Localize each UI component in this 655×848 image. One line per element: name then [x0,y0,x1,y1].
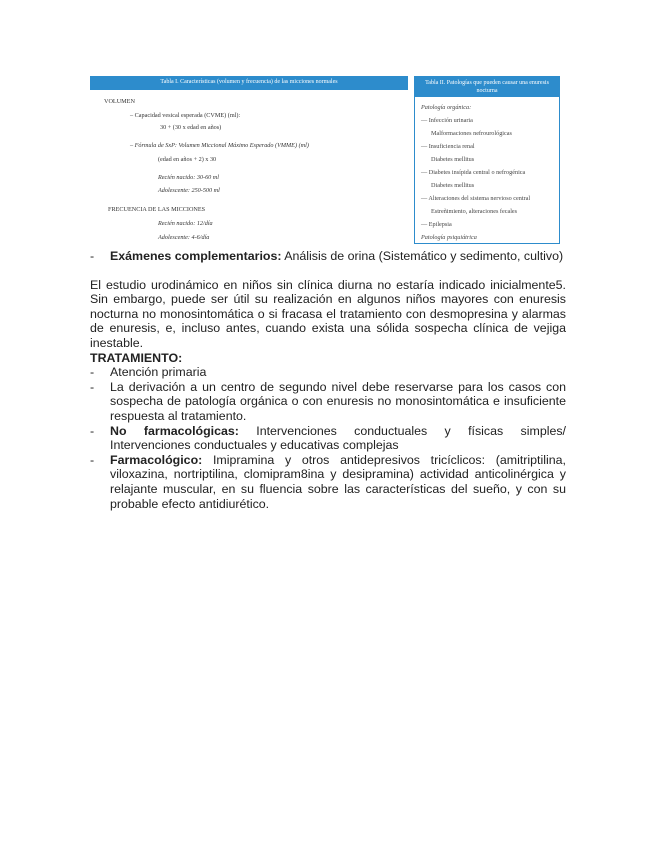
table-1 [90,76,408,244]
table-2-header: Tabla II. Patologías que pueden causar una enuresis nocturna [415,77,559,97]
table-2-line: Patología psiquiátrica [421,234,477,241]
list-dash: - [90,452,95,467]
list-dash: - [90,249,95,263]
treatment-item [90,453,566,511]
table-1-line: 30 + (30 x edad en años) [160,124,222,131]
treatment-item-text: Imipramina y otros antidepresivos tricíclicos: (amitriptilina, viloxazina, nortriptilina, clomipram8ina y desipramina) actividad anticolinérgica y relajante muscular, en su fluencia sobre las características del sueño, y con su probable efecto antidiurético. [110,452,566,511]
table-1-line: FRECUENCIA DE LAS MICCIONES [108,206,206,213]
treatment-item-text: La derivación a un centro de segundo nivel debe reservarse para los casos con sospecha de patología orgánica o con enuresis no monosintomática e insuficiente respuesta al tratamiento. [110,379,566,423]
exams-item [90,249,566,264]
table-2-line: Diabetes mellitus [431,182,475,189]
table-2-line: Patología orgánica: [421,104,472,111]
table-1-line: VOLUMEN [104,98,135,105]
table-1-header: Tabla I. Características (volumen y frecuencia) de las micciones normales [90,76,408,90]
treatment-item [90,365,566,380]
list-dash: - [90,379,95,394]
document-body [90,249,566,511]
urodynamic-paragraph: El estudio urodinámico en niños sin clínica diurna no estaría indicado inicialmente5. Sin embargo, puede ser útil su realización en algunos niños mayores con enuresis nocturna no monosintomática o si fracasa el tratamiento con desmopresina y alarmas de enuresis, e, incluso antes, cuando exista una sólida sospecha clínica de vejiga inestable. [90,277,566,350]
table-1-line: – Capacidad vesical esperada (CVME) (ml): [130,112,241,119]
table-2-line: Malformaciones nefrourológicas [431,130,512,137]
treatment-item [90,424,566,453]
exams-text: Análisis de orina (Sistemático y sedimento, cultivo) [281,249,564,263]
table-2-line: — Insuficiencia renal [421,143,475,150]
treatment-item [90,380,566,424]
table-2 [414,76,560,244]
treatment-item-text: Atención primaria [110,365,207,380]
tables-figure [90,76,560,244]
table-1-line: (edad en años + 2) x 30 [158,156,217,163]
list-dash: - [90,423,95,438]
treatment-item-label: No farmacológicas: [110,423,239,438]
table-1-line: – Fórmula de SxP: Volumen Miccional Máximo Esperado (VMME) (ml) [130,142,309,149]
table-1-line: Adolescente: 4-6/día [158,234,210,241]
table-1-line: Recién nacido: 30-60 ml [158,174,219,181]
table-2-line: Estreñimiento, alteraciones fecales [431,208,518,215]
table-1-line: Recién nacido: 12/día [158,220,213,227]
table-2-line: — Diabetes insípida central o nefrogénica [421,169,526,176]
table-2-line: — Epilepsia [421,221,452,228]
table-2-line: — Infección urinaria [421,117,473,124]
table-2-line: — Alteraciones del sistema nervioso central [421,195,531,202]
table-1-line: Adolescente: 250-500 ml [158,187,220,194]
table-2-line: Diabetes mellitus [431,156,475,163]
treatment-item-text: Intervenciones conductuales y físicas simples/ Intervenciones conductuales y educativas complejas [110,423,566,453]
treatment-heading: TRATAMIENTO: [90,350,183,365]
treatment-item-label: Farmacológico: [110,452,203,467]
exams-label: Exámenes complementarios: [110,249,282,263]
list-dash: - [90,365,95,380]
